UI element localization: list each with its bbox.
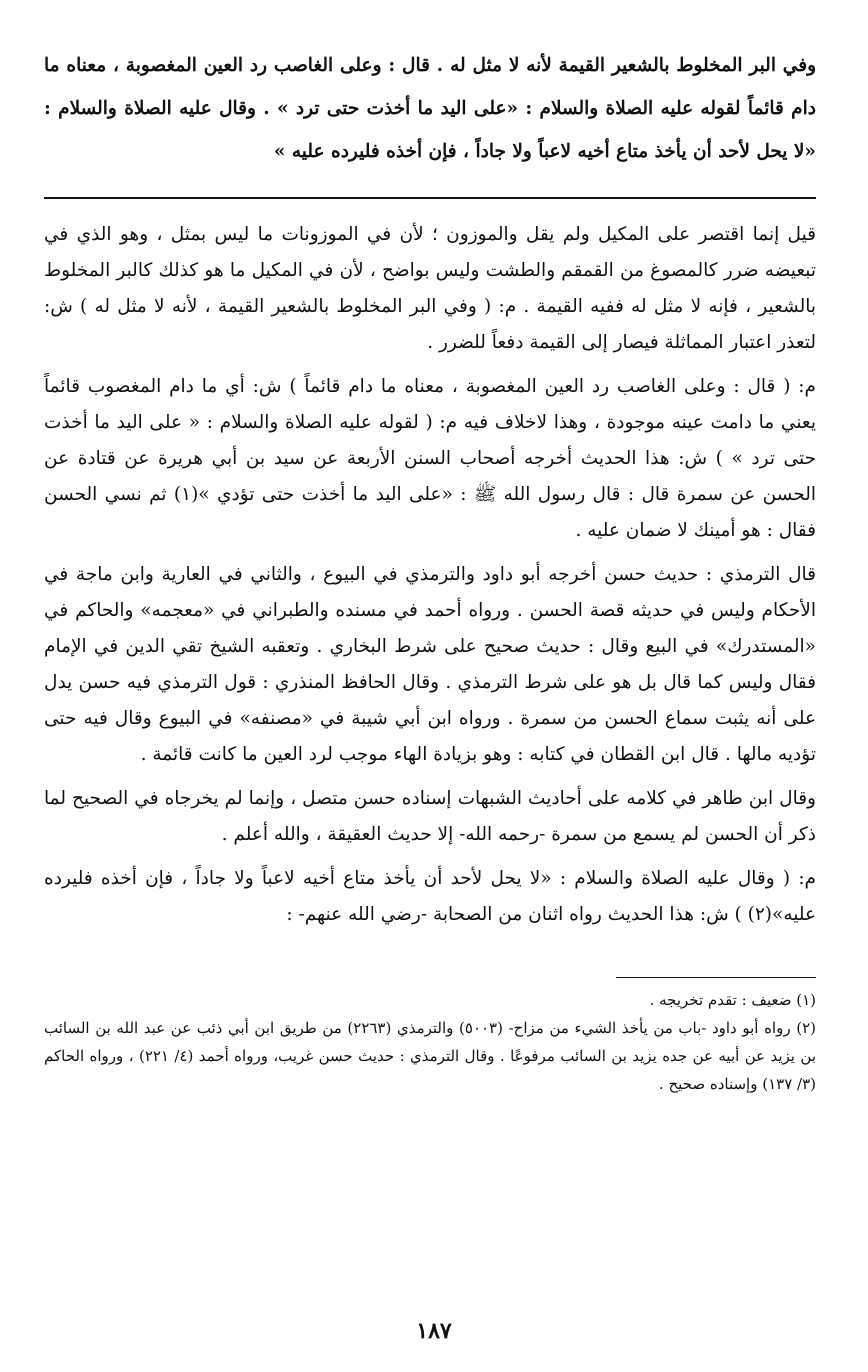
footnote-2: (٢) رواه أبو داود -باب من يأخذ الشيء من مزاح- (٥٠٠٣) والترمذي (٢٢٦٣) من طريق ابن أبي ذئب عن عبد الله بن السائب بن يزيد عن أبيه عن جده يزيد بن السائب مرفوعًا . وقال الترمذي : حديث حسن غريب، ورواه أحمد (٤/ ٢٢١) ، ورواه الحاكم (٣/ ١٣٧) وإسناده صحيح . xyxy=(44,1019,816,1093)
section-divider xyxy=(44,197,816,199)
footnote-1: (١) ضعيف : تقدم تخريجه . xyxy=(649,991,816,1009)
commentary-paragraph-1: قيل إنما اقتصر على المكيل ولم يقل والموزون ؛ لأن في الموزونات ما ليس بمثل ، وهو الذي في تبعيضه ضرر كالمصوغ من القمقم والطشت وليس بواضح ، لأن في المكيل ما هو كذلك كالبر المخلوط بالشعير ، فإنه لا مثل له ففيه القيمة . م: ( وفي البر المخلوط بالشعير القيمة ، لأنه لا مثل له ) ش: لتعذر اعتبار المماثلة فيصار إلى القيمة دفعاً للضرر . xyxy=(44,224,816,353)
page-number: ١٨٧ xyxy=(416,1318,452,1344)
commentary-paragraph-2: م: ( قال : وعلى الغاصب رد العين المغصوبة ، معناه ما دام قائماً ) ش: أي ما دام المغصوب قائماً يعني ما دامت عينه موجودة ، وهذا لاخلاف فيه م: ( لقوله عليه الصلاة والسلام : « على اليد ما أخذت حتى ترد » ) ش: هذا الحديث أخرجه أصحاب السنن الأربعة عن سيد بن أبي هريرة عن قتادة عن الحسن عن سمرة قال : قال رسول الله ﷺ : «على اليد ما أخذت حتى تؤدي »(١) ثم نسي الحسن فقال : هو أمينك لا ضمان عليه . xyxy=(44,376,816,541)
commentary-paragraph-5: م: ( وقال عليه الصلاة والسلام : «لا يحل لأحد أن يأخذ متاع أخيه لاعباً ولا جاداً ، فإن أخذه فليرده عليه»(٢) ) ش: هذا الحديث رواه اثنان من الصحابة -رضي الله عنهم- : xyxy=(44,868,816,925)
matn-text: وفي البر المخلوط بالشعير القيمة لأنه لا مثل له . قال : وعلى الغاصب رد العين المغصوبة ، معناه ما دام قائماً لقوله عليه الصلاة والسلام : «على اليد ما أخذت حتى ترد » . وقال عليه الصلاة والسلام : «لا يحل لأحد أن يأخذ متاع أخيه لاعباً ولا جاداً ، فإن أخذه فليرده عليه » xyxy=(44,55,816,162)
commentary-paragraph-4: وقال ابن طاهر في كلامه على أحاديث الشبهات إسناده حسن متصل ، وإنما لم يخرجاه في الصحيح لما ذكر أن الحسن لم يسمع من سمرة -رحمه الله- إلا حديث العقيقة ، والله أعلم . xyxy=(44,788,816,845)
commentary-paragraph-3: قال الترمذي : حديث حسن أخرجه أبو داود والترمذي في البيوع ، والثاني في العارية وابن ماجة في الأحكام وليس في حديثه قصة الحسن . ورواه أحمد في مسنده والطبراني في «معجمه» والحاكم في «المستدرك» في البيع وقال : حديث صحيح على شرط البخاري . وتعقبه الشيخ تقي الدين في الإمام فقال وليس كما قال بل هو على شرط الترمذي . وقال الحافظ المنذري : قول الترمذي فيه حسن يدل على أنه يثبت سماع الحسن من سمرة . ورواه ابن أبي شيبة في «مصنفه» في البيوع وقال فيه حتى تؤديه مالها . قال ابن القطان في كتابه : وهو بزيادة الهاء موجب لرد العين ما كانت قائمة . xyxy=(44,564,816,765)
footnote-divider xyxy=(616,977,816,978)
